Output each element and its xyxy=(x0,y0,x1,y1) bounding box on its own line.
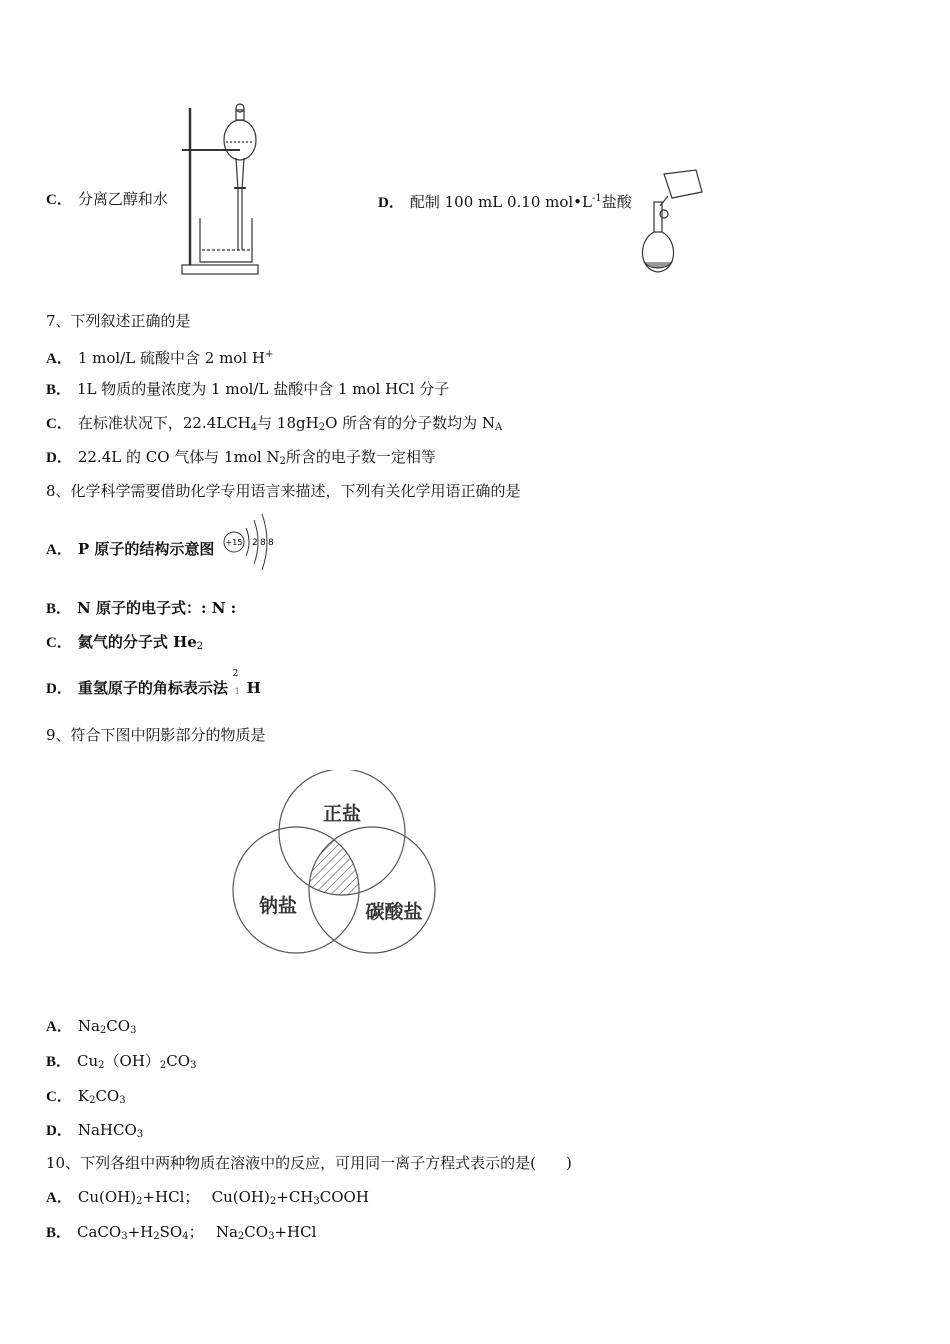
formula: SO xyxy=(159,1223,183,1241)
option-text: N 原子的电子式：: N : xyxy=(77,599,237,617)
formula: K xyxy=(77,1087,90,1105)
option-text-pre: 配制 100 mL 0.10 mol•L xyxy=(409,193,592,211)
venn-label-top: 正盐 xyxy=(322,803,362,825)
option-letter: D． xyxy=(378,195,404,211)
option-text: 所含的电子数一定相等 xyxy=(285,448,436,466)
option-text: P 原子的结构示意图 xyxy=(77,540,215,558)
q7-stem: 7、下列叙述正确的是 xyxy=(46,312,191,330)
sub: 3 xyxy=(119,1095,126,1106)
q10-option-a xyxy=(46,1187,369,1212)
q8-option-a xyxy=(46,539,214,560)
option-letter: D． xyxy=(46,450,72,466)
sub: 2 xyxy=(279,456,286,467)
q9-stem: 9、符合下图中阴影部分的物质是 xyxy=(46,726,266,744)
formula: +CH xyxy=(276,1188,314,1206)
phosphorus-atom-diagram xyxy=(222,510,278,572)
option-letter: C． xyxy=(46,192,72,208)
sub: 2 xyxy=(89,1095,96,1106)
q9-option-c xyxy=(46,1086,126,1111)
option-text: 与 18gH xyxy=(257,414,319,432)
option-letter: C． xyxy=(46,416,72,432)
option-text: 氦气的分子式 He xyxy=(77,633,197,651)
sub: 3 xyxy=(268,1231,275,1242)
option-letter: D． xyxy=(46,681,72,697)
q8-stem: 8、化学科学需要借助化学专用语言来描述，下列有关化学用语正确的是 xyxy=(46,482,521,500)
option-letter: D． xyxy=(46,1123,72,1139)
venn-diagram xyxy=(226,770,446,960)
sub: 3 xyxy=(130,1025,137,1036)
option-text: 1L 物质的量浓度为 1 mol/L 盐酸中含 1 mol HCl 分子 xyxy=(77,380,450,398)
shell-count: 8 xyxy=(268,538,274,548)
sub: 2 xyxy=(269,1196,277,1207)
option-letter: A． xyxy=(46,542,72,558)
q7-option-c xyxy=(46,413,502,438)
separatory-funnel-apparatus-icon xyxy=(176,100,264,280)
element-symbol: H xyxy=(246,679,261,697)
formula: +HCl； Cu(OH) xyxy=(142,1188,270,1206)
q6-option-c xyxy=(46,189,168,210)
sub: 2 xyxy=(136,1196,143,1207)
option-letter: C． xyxy=(46,1089,72,1105)
q7-option-b xyxy=(46,379,449,400)
formula: COOH xyxy=(319,1188,369,1206)
formula: Cu xyxy=(77,1052,99,1070)
venn-label-left: 钠盐 xyxy=(258,895,298,917)
q8-option-c xyxy=(46,632,203,657)
formula: CaCO xyxy=(77,1223,122,1241)
option-letter: B． xyxy=(46,1225,72,1241)
option-sup: -1 xyxy=(592,193,602,204)
nucleus-charge: +15 xyxy=(225,538,243,547)
q9-option-b xyxy=(46,1051,196,1076)
option-letter: B． xyxy=(46,1054,72,1070)
formula: Cu(OH) xyxy=(77,1188,137,1206)
q10-option-b xyxy=(46,1222,316,1247)
q9-option-d xyxy=(46,1120,143,1145)
sub: 2 xyxy=(237,1231,245,1242)
formula: CO xyxy=(166,1052,191,1070)
q10-stem: 10、下列各组中两种物质在溶液中的反应，可用同一离子方程式表示的是( ) xyxy=(46,1154,572,1172)
sub: 3 xyxy=(121,1231,128,1242)
mass-number: 2 xyxy=(232,669,239,679)
formula: +HCl xyxy=(274,1223,317,1241)
option-sup: + xyxy=(264,349,274,360)
formula: （OH） xyxy=(104,1052,160,1070)
option-letter: A． xyxy=(46,1190,72,1206)
formula: +H xyxy=(127,1223,154,1241)
sub: 3 xyxy=(190,1060,197,1071)
sub: 2 xyxy=(318,422,326,433)
formula: CO xyxy=(106,1017,131,1035)
formula: Na xyxy=(77,1017,100,1035)
formula: CO xyxy=(95,1087,120,1105)
sub: A xyxy=(495,422,503,433)
q8-option-b xyxy=(46,598,236,619)
option-letter: A． xyxy=(46,351,72,367)
option-letter: C． xyxy=(46,635,72,651)
option-text: 重氢原子的角标表示法 xyxy=(77,679,228,697)
shell-count: 8 xyxy=(260,538,266,548)
option-letter: B． xyxy=(46,601,72,617)
sub: 2 xyxy=(99,1025,107,1036)
sub: 3 xyxy=(313,1196,320,1207)
q7-option-d xyxy=(46,447,436,472)
option-text-post: 盐酸 xyxy=(601,193,632,211)
option-text: O 所含有的分子数均为 N xyxy=(325,414,496,432)
sub: 3 xyxy=(136,1129,144,1140)
sub: 2 xyxy=(196,641,204,652)
q7-option-a xyxy=(46,345,273,369)
option-text: 22.4L 的 CO 气体与 1mol N xyxy=(77,448,280,466)
formula: NaHCO xyxy=(77,1121,137,1139)
isotope-notation xyxy=(232,669,247,698)
option-text: 在标准状况下，22.4LCH xyxy=(77,414,251,432)
option-letter: B． xyxy=(46,382,72,398)
atomic-number: 1 xyxy=(234,687,240,696)
venn-label-right: 碳酸盐 xyxy=(365,901,423,923)
formula: CO xyxy=(244,1223,269,1241)
sub: 2 xyxy=(98,1060,105,1071)
q6-option-d xyxy=(378,189,632,213)
option-letter: A． xyxy=(46,1019,72,1035)
sub: 4 xyxy=(182,1231,189,1242)
volumetric-flask-icon xyxy=(636,166,710,278)
option-text: 分离乙醇和水 xyxy=(77,190,168,208)
shell-count: 2 xyxy=(252,538,258,548)
sub: 4 xyxy=(250,422,258,433)
option-text: 1 mol/L 硫酸中含 2 mol H xyxy=(77,349,265,367)
q9-option-a xyxy=(46,1016,136,1041)
formula: ； Na xyxy=(188,1223,238,1241)
sub: 2 xyxy=(153,1231,160,1242)
sub: 2 xyxy=(159,1060,167,1071)
q8-option-d xyxy=(46,669,261,699)
venn-shaded-intersection xyxy=(309,827,435,953)
